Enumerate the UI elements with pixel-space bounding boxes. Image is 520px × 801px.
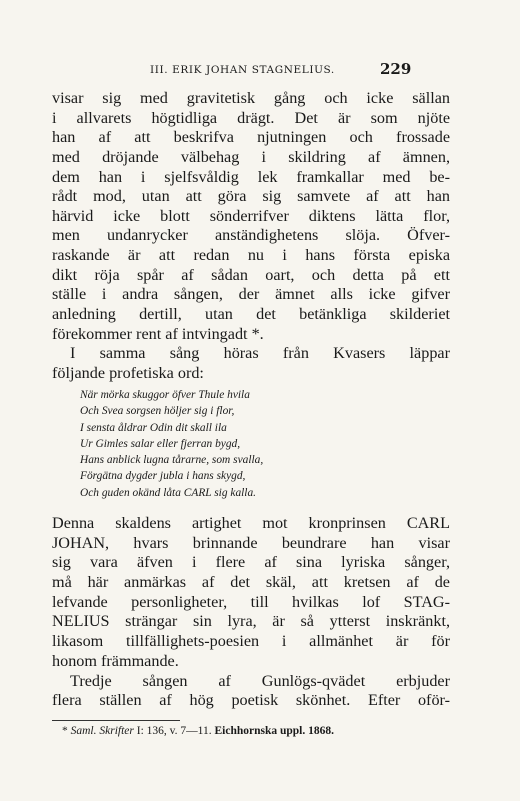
- text-line: Tredje sången af Gunlögs-qvädet erbjuder: [70, 671, 450, 690]
- poem-line: Hans anblick lugna tårarne, som svalla,: [80, 454, 264, 467]
- poem-line: När mörka skuggor öfver Thule hvila: [80, 389, 250, 401]
- text-line: sig vara äfven i flere af sina lyriska sånger,: [52, 553, 450, 572]
- text-line: härvid icke blott sönderrifver diktens lätta flor,: [52, 206, 450, 225]
- text-line: flera ställen af hög poetisk skönhet. Efter oför-: [52, 691, 450, 710]
- footnote-source: Saml. Skrifter: [70, 725, 134, 737]
- text-line: likasom tillfällighets-poesien i allmänhet är för: [52, 632, 450, 651]
- page-number: 229: [380, 60, 412, 78]
- poem-line: Förgätna dygder jubla i hans skygd,: [80, 470, 246, 483]
- footnote: [62, 724, 334, 738]
- poem-quotation: [80, 387, 263, 501]
- text-line: förekommer rent af intvingadt *.: [52, 324, 264, 343]
- body-paragraphs-top: [52, 89, 450, 384]
- text-line: visar sig med gravitetisk gång och icke sällan: [52, 89, 450, 107]
- footnote-divider: [52, 720, 180, 721]
- text-line: JOHAN, hvars brinnande beundrare han visar: [52, 533, 450, 552]
- running-head: III. ERIK JOHAN STAGNELIUS.: [150, 64, 335, 76]
- poem-line: Och guden okänd låta CARL sig kalla.: [80, 486, 257, 499]
- footnote-reference: I: 136, v. 7—11.: [133, 725, 215, 737]
- poem-line: I sensta åldrar Odin dit skall ila: [80, 421, 227, 434]
- text-line: med dröjande välbehag i skildring af ämnen,: [52, 147, 450, 166]
- poem-line: Ur Gimles salar eller fjerran bygd,: [80, 437, 241, 450]
- text-line: men undanrycker anständighetens slöja. Öfver-: [52, 226, 450, 245]
- text-line: rådt mod, utan att göra sig samvete af att han: [52, 187, 450, 206]
- body-paragraphs-bottom: [52, 514, 450, 711]
- text-line: dikt röja spår af sådan oart, och detta på ett: [52, 265, 450, 284]
- text-line: i allvarets högtidliga drägt. Det är som njöte: [52, 108, 450, 127]
- text-line: anledning dertill, utan det betänkliga skilderiet: [52, 305, 450, 324]
- text-line: I samma sång höras från Kvasers läppar: [70, 344, 450, 363]
- text-line: raskande är att redan nu i hans första episka: [52, 246, 450, 265]
- footnote-publisher: Eichhornska uppl. 1868.: [214, 725, 334, 737]
- text-line: följande profetiska ord:: [52, 363, 204, 382]
- text-line: honom främmande.: [52, 651, 179, 670]
- text-line: må här anmärkas af det skäl, att kretsen af de: [52, 573, 450, 592]
- poem-line: Och Svea sorgsen höljer sig i flor,: [80, 405, 235, 418]
- text-line: NELIUS strängar sin lyra, är så ytterst inskränkt,: [52, 612, 450, 631]
- text-line: lefvande personligheter, till hvilkas lof STAG-: [52, 592, 450, 611]
- text-line: Denna skaldens artighet mot kronprinsen CARL: [52, 514, 450, 532]
- text-line: han af att beskrifva njutningen och frossade: [52, 128, 450, 147]
- footnote-marker: *: [62, 725, 68, 737]
- text-line: dem han i sjelfsvåldig lek framkallar med be-: [52, 167, 450, 186]
- text-line: ställe i andra sången, der ämnet alls icke gifver: [52, 285, 450, 304]
